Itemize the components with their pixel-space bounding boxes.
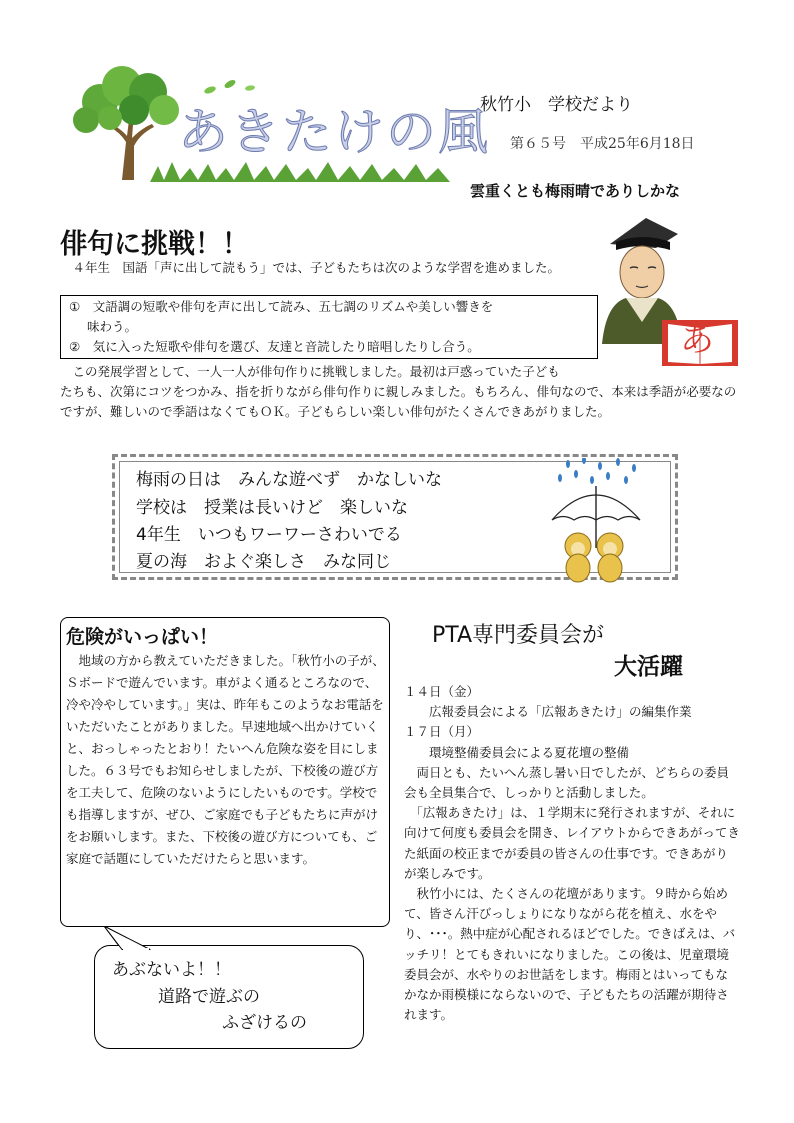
bubble-line-2: 道路で遊ぶの xyxy=(158,987,260,1007)
student-haiku-4: 夏の海 およぐ楽しさ みな同じ xyxy=(136,552,391,572)
bubble-tail-cover xyxy=(100,926,160,950)
pta-line-1: １４日（金） xyxy=(404,684,480,699)
learning-objectives-box xyxy=(60,295,598,359)
student-haiku-3: 4年生 いつもワーワーさわいでる xyxy=(136,525,402,545)
objective-1-cont: 味わう。 xyxy=(87,319,138,334)
pta-para-2: 「広報あきたけ」は、１学期末に発行されますが、それに向けて何度も委員会を開き、レイアウトからできあがってきた紙面の校正までが委員の皆さんの仕事です。できあがりが楽しみです。 xyxy=(404,805,740,881)
haiku-body-line1: この発展学習として、一人一人が俳句作りに挑戦しました。最初は戸惑っていた子ども xyxy=(60,364,560,379)
pta-para-1: 両日とも、たいへん蒸し暑い日でしたが、どちらの委員会も全員集合で、しっかりと活動しました。 xyxy=(404,764,730,801)
issue-info: 第６５号 平成25年6月18日 xyxy=(510,136,695,152)
section-heading-haiku: 俳句に挑戦！！ xyxy=(60,229,249,260)
school-name: 秋竹小 学校だより xyxy=(480,95,633,115)
pta-line-4: 環境整備委員会による夏花壇の整備 xyxy=(404,744,630,760)
book-glyph: あ xyxy=(680,320,714,360)
student-haiku-2: 学校は 授業は長いけど 楽しいな xyxy=(136,498,408,518)
haiku-intro: ４年生 国語「声に出して読もう」では、子どもたちは次のような学習を進めました。 xyxy=(60,260,561,275)
danger-body-text: 地域の方から教えていただきました。「秋竹小の子が、Ｓボードで遊んでいます。車がよく通るところなので、冷や冷やしています。」実は、昨年もこのようなお電話をいただいたことがありました。早速地域へ出かけていくと、おっしゃったとおり！たいへん危険な姿を目にしました。６３号でもお知らせしましたが、下校後の遊び方を工夫して、危険のないようにしたいものです。学校でも指導しますが、ぜひ、ご家庭でも子どもたちに声がけをお願いします。また、下校後の遊び方についても、ご家庭で話題にしていただけたらと思います。 xyxy=(66,653,385,866)
masthead-haiku: 雲重くとも梅雨晴でありしかな xyxy=(470,182,681,200)
newsletter-title: あきたけの風 xyxy=(178,103,490,161)
student-haiku-1: 梅雨の日は みんな遊べず かなしいな xyxy=(136,470,442,490)
section-heading-pta: PTA専門委員会が xyxy=(432,623,605,648)
bubble-line-1: あぶないよ！！ xyxy=(112,960,231,980)
section-heading-pta-2: 大活躍 xyxy=(614,654,683,680)
haiku-body-text xyxy=(60,362,740,422)
pta-line-3: １７日（月） xyxy=(404,724,480,740)
objective-1: ① 文語調の短歌や俳句を声に出して読み、五七調のリズムや美しい響きを xyxy=(69,299,494,314)
section-heading-danger: 危険がいっぱい！ xyxy=(66,626,219,648)
umbrella-monkeys-illustration xyxy=(548,458,648,584)
pta-para-3: 秋竹小には、たくさんの花壇があります。９時から始めて、皆さん汗びっしょりになりながら花を植え、水をやり、･･･。熱中症が心配されるほどでした。できばえは、バッチリ！とてもきれいになりました。この後は、児童環境委員会が、水やりのお世話をします。梅雨とはいってもなかなか雨模様にならないので、子どもたちの活躍が期待されます。 xyxy=(404,886,736,1023)
objective-2: ② 気に入った短歌や俳句を選び、友達と音読したり暗唱したりし合う。 xyxy=(69,339,480,354)
haiku-body-rest: たちも、次第にコツをつかみ、指を折りながら俳句作りに親しみました。もちろん、俳句なので、本来は季語が必要なのですが、難しいので季語はなくてもＯＫ。子どもらしい楽しい俳句がたくさんできあがりました。 xyxy=(60,384,737,419)
bubble-line-3: ふざけるの xyxy=(222,1013,307,1033)
pta-body-text xyxy=(404,682,740,1025)
grass-decoration xyxy=(150,160,450,182)
pta-line-2: 広報委員会による「広報あきたけ」の編集作業 xyxy=(404,704,692,720)
